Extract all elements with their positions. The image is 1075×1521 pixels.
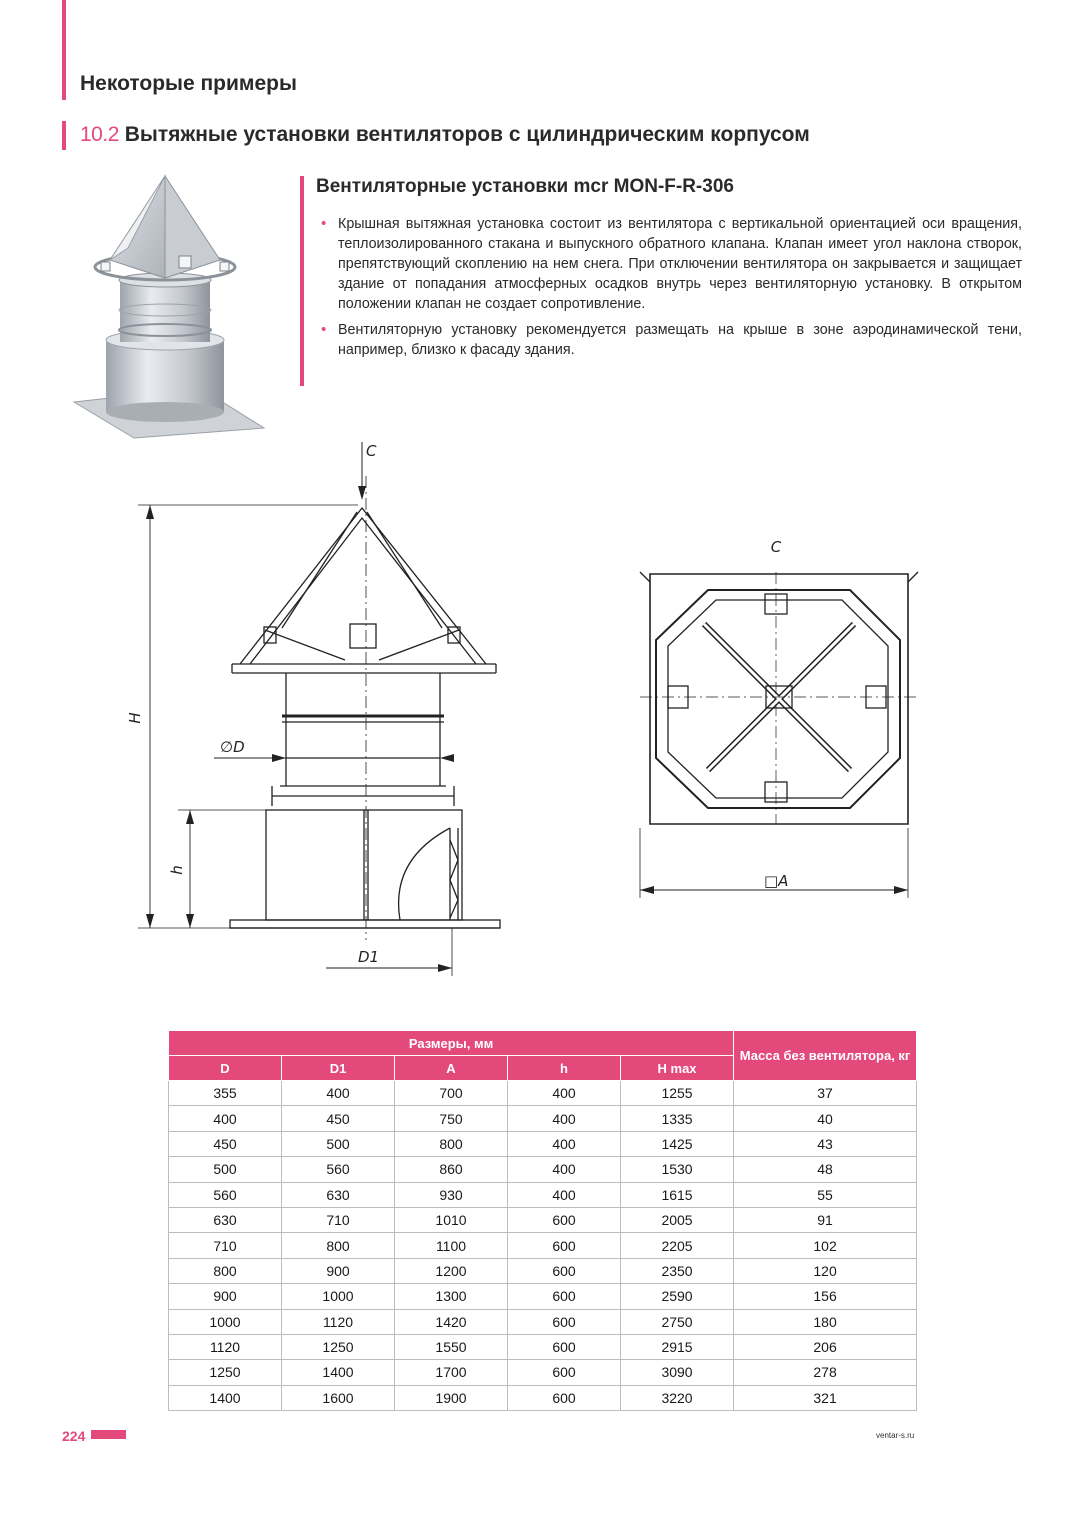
page-number-bar <box>91 1430 126 1439</box>
table-cell: 3220 <box>621 1385 734 1410</box>
subsection-title <box>80 123 810 147</box>
table-cell: 1000 <box>282 1284 395 1309</box>
table-cell: 600 <box>508 1207 621 1232</box>
table-cell: 2590 <box>621 1284 734 1309</box>
label-c-plan: C <box>770 538 782 556</box>
table-cell: 400 <box>508 1131 621 1156</box>
table-row <box>169 1207 917 1232</box>
site-url: ventar-s.ru <box>876 1431 915 1440</box>
table-group-header: Размеры, мм <box>169 1031 734 1056</box>
table-cell: 278 <box>734 1360 917 1385</box>
product-title: Вентиляторные установки mcr MON-F-R-306 <box>316 176 734 197</box>
table-cell: 860 <box>395 1157 508 1182</box>
table-cell: 40 <box>734 1106 917 1131</box>
table-cell: 400 <box>508 1081 621 1106</box>
table-cell: 1615 <box>621 1182 734 1207</box>
table-cell: 800 <box>282 1233 395 1258</box>
table-cell: 1900 <box>395 1385 508 1410</box>
table-cell: 55 <box>734 1182 917 1207</box>
table-cell: 900 <box>282 1258 395 1283</box>
table-cell: 750 <box>395 1106 508 1131</box>
table-column-header: D1 <box>282 1056 395 1081</box>
table-cell: 1120 <box>282 1309 395 1334</box>
table-row <box>169 1131 917 1156</box>
table-cell: 2005 <box>621 1207 734 1232</box>
table-cell: 1255 <box>621 1081 734 1106</box>
table-cell: 120 <box>734 1258 917 1283</box>
bullet-icon: • <box>321 321 327 338</box>
table-row <box>169 1081 917 1106</box>
label-diameter: ∅D <box>220 738 245 756</box>
table-cell: 1530 <box>621 1157 734 1182</box>
bullet-icon: • <box>321 215 327 232</box>
table-cell: 600 <box>508 1258 621 1283</box>
table-cell: 1420 <box>395 1309 508 1334</box>
table-column-header: A <box>395 1056 508 1081</box>
table-column-header: h <box>508 1056 621 1081</box>
table-cell: 1550 <box>395 1334 508 1359</box>
accent-bar <box>62 121 66 150</box>
label-height-total: H <box>126 712 144 724</box>
description-list <box>318 214 1022 366</box>
table-cell: 560 <box>169 1182 282 1207</box>
table-cell: 1400 <box>282 1360 395 1385</box>
table-cell: 3090 <box>621 1360 734 1385</box>
table-cell: 2915 <box>621 1334 734 1359</box>
table-row <box>169 1106 917 1131</box>
table-row <box>169 1360 917 1385</box>
table-cell: 600 <box>508 1385 621 1410</box>
table-cell: 206 <box>734 1334 917 1359</box>
label-height-base: h <box>168 865 186 875</box>
label-a: □A <box>764 872 789 890</box>
table-cell: 400 <box>508 1182 621 1207</box>
list-item <box>318 214 1022 314</box>
table-row <box>169 1233 917 1258</box>
section-title: Некоторые примеры <box>80 72 297 95</box>
table-cell: 37 <box>734 1081 917 1106</box>
table-row <box>169 1157 917 1182</box>
table-cell: 1335 <box>621 1106 734 1131</box>
table-cell: 400 <box>169 1106 282 1131</box>
table-column-header: H max <box>621 1056 734 1081</box>
table-cell: 400 <box>508 1157 621 1182</box>
table-cell: 400 <box>282 1081 395 1106</box>
table-cell: 500 <box>169 1157 282 1182</box>
label-c-side: C <box>366 442 377 460</box>
table-cell: 1600 <box>282 1385 395 1410</box>
technical-drawing <box>108 420 928 990</box>
page-number: 224 <box>62 1428 86 1444</box>
table-row <box>169 1385 917 1410</box>
table-cell: 321 <box>734 1385 917 1410</box>
table-cell: 630 <box>169 1207 282 1232</box>
table-cell: 710 <box>169 1233 282 1258</box>
table-column-header: D <box>169 1056 282 1081</box>
table-cell: 800 <box>169 1258 282 1283</box>
table-cell: 1400 <box>169 1385 282 1410</box>
table-cell: 102 <box>734 1233 917 1258</box>
table-cell: 500 <box>282 1131 395 1156</box>
table-cell: 600 <box>508 1309 621 1334</box>
table-cell: 1120 <box>169 1334 282 1359</box>
list-item-text: Крышная вытяжная установка состоит из вентилятора с вертикальной ориентацией оси вращения, теплоизолированного стакана и выпускного обратного клапана. Клапан имеет угол наклона створок, препятствующий скоплению на нем снега. При отключении вентилятора он закрывается и защищает здание от попадания атмосферных осадков внутрь через вентиляторную установку. В открытом положении клапан не создает сопротивление. <box>338 216 1022 312</box>
table-cell: 600 <box>508 1360 621 1385</box>
label-d1: D1 <box>358 948 380 966</box>
table-cell: 450 <box>282 1106 395 1131</box>
table-cell: 400 <box>508 1106 621 1131</box>
table-cell: 1700 <box>395 1360 508 1385</box>
table-cell: 355 <box>169 1081 282 1106</box>
table-cell: 1200 <box>395 1258 508 1283</box>
table-cell: 91 <box>734 1207 917 1232</box>
table-cell: 930 <box>395 1182 508 1207</box>
table-cell: 900 <box>169 1284 282 1309</box>
list-item-text: Вентиляторную установку рекомендуется размещать на крыше в зоне аэродинамической тени, например, близко к фасаду здания. <box>338 322 1022 358</box>
table-cell: 1425 <box>621 1131 734 1156</box>
table-row <box>169 1284 917 1309</box>
subsection-number: 10.2 <box>80 123 119 146</box>
table-row <box>169 1334 917 1359</box>
table-cell: 450 <box>169 1131 282 1156</box>
table-cell: 1250 <box>169 1360 282 1385</box>
table-cell: 700 <box>395 1081 508 1106</box>
table-cell: 156 <box>734 1284 917 1309</box>
table-cell: 600 <box>508 1284 621 1309</box>
table-cell: 1000 <box>169 1309 282 1334</box>
table-cell: 180 <box>734 1309 917 1334</box>
table-cell: 600 <box>508 1334 621 1359</box>
accent-bar <box>62 0 66 100</box>
table-row <box>169 1309 917 1334</box>
list-item <box>318 320 1022 360</box>
table-cell: 600 <box>508 1233 621 1258</box>
table-cell: 1100 <box>395 1233 508 1258</box>
table-cell: 560 <box>282 1157 395 1182</box>
table-cell: 2205 <box>621 1233 734 1258</box>
table-cell: 1250 <box>282 1334 395 1359</box>
table-cell: 2350 <box>621 1258 734 1283</box>
table-cell: 1010 <box>395 1207 508 1232</box>
table-cell: 48 <box>734 1157 917 1182</box>
table-cell: 800 <box>395 1131 508 1156</box>
table-cell: 2750 <box>621 1309 734 1334</box>
accent-bar <box>300 176 304 386</box>
table-mass-header: Масса без вентилятора, кг <box>734 1031 917 1081</box>
table-cell: 710 <box>282 1207 395 1232</box>
subsection-text: Вытяжные установки вентиляторов с цилиндрическим корпусом <box>124 123 810 146</box>
table-cell: 1300 <box>395 1284 508 1309</box>
table-row <box>169 1258 917 1283</box>
table-cell: 43 <box>734 1131 917 1156</box>
table-row <box>169 1182 917 1207</box>
dimensions-table <box>168 1030 917 1411</box>
table-cell: 630 <box>282 1182 395 1207</box>
product-photo <box>68 170 268 440</box>
